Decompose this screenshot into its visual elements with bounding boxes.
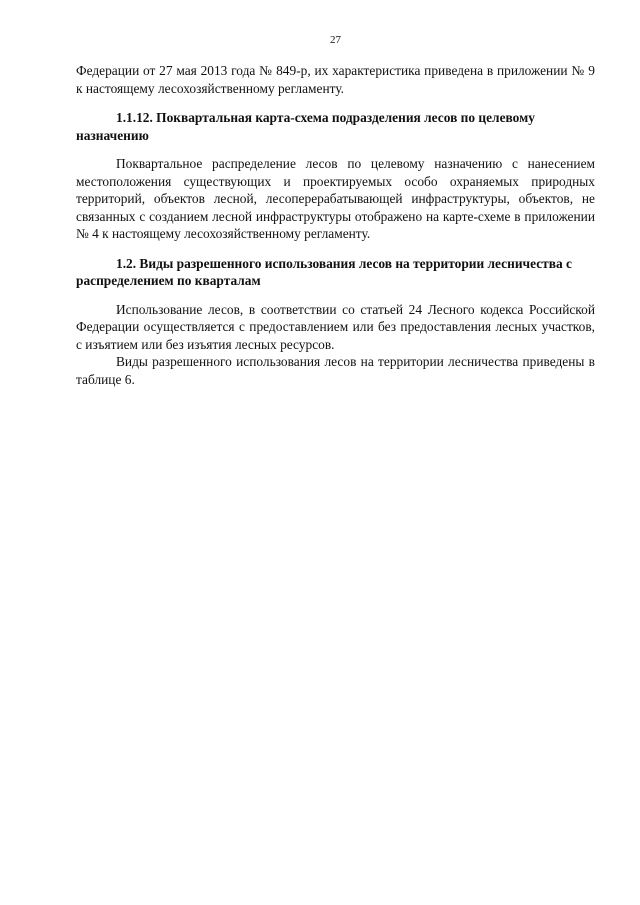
section-heading-1-1-12: 1.1.12. Поквартальная карта-схема подразделения лесов по целевому назначению	[76, 110, 535, 143]
page-number: 27	[330, 34, 341, 46]
section-1-2-paragraph-2: Виды разрешенного использования лесов на территории лесничества приведены в таблице 6.	[76, 354, 595, 387]
section-1-2-paragraph-1: Использование лесов, в соответствии со статьей 24 Лесного кодекса Российской Федерации осуществляется с предоставлением или без предоставления лесных участков, с изъятием или без изъятия лесных ресурсов.	[76, 301, 595, 352]
document-body	[76, 62, 595, 388]
section-heading-1-2: 1.2. Виды разрешенного использования лесов на территории лесничества с распределением по кварталам	[76, 255, 572, 288]
section-1-1-12-paragraph: Поквартальное распределение лесов по целевому назначению с нанесением местоположения существующих и проектируемых особо охраняемых природных территорий, объектов лесной, лесоперерабатывающей инфраструктуры, объектов, не связанных с созданием лесной инфраструктуры отображено на карте-схеме в приложении № 4 к настоящему лесохозяйственному регламенту.	[76, 156, 595, 241]
continuation-paragraph: Федерации от 27 мая 2013 года № 849-р, их характеристика приведена в приложении № 9 к настоящему лесохозяйственному регламенту.	[76, 63, 595, 96]
